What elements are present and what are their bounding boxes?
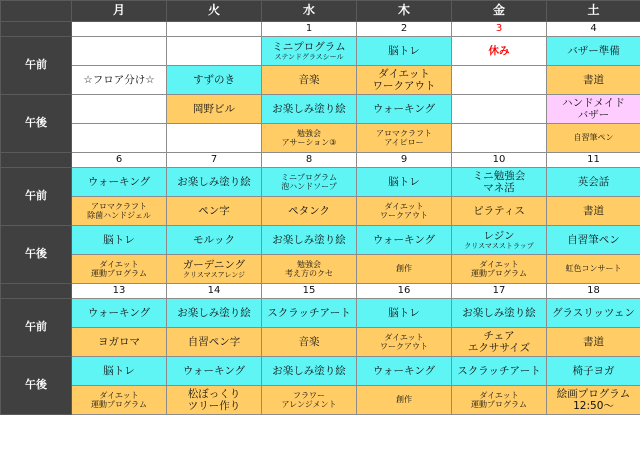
date-cell: 9: [357, 153, 452, 168]
weekday-fri: 金: [452, 1, 547, 22]
event-cell: [357, 299, 452, 328]
event-cell: [262, 255, 357, 284]
event-cell: [452, 95, 547, 124]
event-row: [1, 197, 640, 226]
event-cell: [262, 168, 357, 197]
event-cell: [72, 124, 167, 153]
event-label: お楽しみ塗り絵: [462, 306, 536, 319]
event-cell: [167, 299, 262, 328]
event-label: 松ぼっくり ツリー作り: [187, 387, 241, 412]
weekday-header-row: [1, 1, 640, 22]
event-cell: [167, 226, 262, 255]
event-label: 絵画プログラム 12:50～: [556, 387, 631, 412]
event-cell: [72, 37, 167, 66]
event-row: [1, 299, 640, 328]
event-label: ピラティス: [473, 204, 525, 217]
date-row-side: [1, 22, 72, 37]
event-label: ダイエット 運動プログラム: [91, 390, 147, 409]
event-cell: [357, 357, 452, 386]
event-label: ダイエット ワークアウト: [380, 332, 428, 351]
event-label: ウォーキング: [372, 233, 436, 246]
event-label: すずのき: [192, 73, 236, 86]
event-cell: [452, 66, 547, 95]
period-pm-label: 午後: [1, 95, 72, 153]
event-label: 書道: [583, 204, 604, 217]
event-cell: [357, 168, 452, 197]
event-cell: [452, 328, 547, 357]
event-cell: [262, 197, 357, 226]
event-cell: [262, 328, 357, 357]
event-label: 脳トレ: [388, 175, 420, 188]
event-label: ウォーキング: [87, 306, 151, 319]
date-cell: 10: [452, 153, 547, 168]
event-cell: [72, 95, 167, 124]
event-cell: [167, 66, 262, 95]
event-label: 勉強会 考え方のクセ: [285, 259, 333, 278]
event-cell: [262, 95, 357, 124]
event-label: 書道: [583, 73, 604, 86]
event-cell: [167, 255, 262, 284]
event-label: 椅子ヨガ: [572, 364, 615, 377]
event-cell: [72, 255, 167, 284]
event-label: アロマクラフト アイピロー: [376, 128, 432, 147]
event-cell: [452, 357, 547, 386]
event-label: ウォーキング: [87, 175, 151, 188]
event-label: ハンドメイド バザー: [562, 96, 625, 121]
date-cell: 4: [547, 22, 640, 37]
event-label: お楽しみ塗り絵: [272, 102, 346, 115]
event-label: 岡野ビル: [193, 102, 235, 115]
weekday-sat: 土: [547, 1, 640, 22]
event-label: お楽しみ塗り絵: [272, 233, 346, 246]
period-am-label: 午前: [1, 37, 72, 95]
event-cell: [167, 386, 262, 415]
event-cell: [167, 124, 262, 153]
event-row: [1, 168, 640, 197]
event-row: [1, 226, 640, 255]
date-cell: 2: [357, 22, 452, 37]
event-cell: [357, 124, 452, 153]
event-cell: [547, 66, 640, 95]
event-label: 書道: [583, 335, 604, 348]
event-label: 音楽: [298, 73, 320, 86]
event-cell: [72, 197, 167, 226]
event-label: ウォーキング: [372, 364, 436, 377]
event-cell: [262, 299, 357, 328]
event-label: 自習筆ペン: [573, 133, 614, 143]
event-label: ダイエット ワークアウト: [380, 201, 428, 220]
date-cell: 7: [167, 153, 262, 168]
event-cell: [72, 299, 167, 328]
event-cell: [167, 197, 262, 226]
event-label: 英会話: [577, 175, 610, 188]
event-cell: [452, 255, 547, 284]
event-label: バザー準備: [567, 44, 620, 57]
event-cell: [547, 226, 640, 255]
event-row: [1, 255, 640, 284]
event-row: [1, 66, 640, 95]
event-label: スクラッチアート: [267, 306, 351, 319]
event-cell: [452, 168, 547, 197]
event-cell: [262, 37, 357, 66]
date-cell: [167, 22, 262, 37]
event-label: スクラッチアート: [457, 364, 541, 377]
event-cell: [547, 386, 640, 415]
event-cell: [547, 37, 640, 66]
date-cell: 18: [547, 284, 640, 299]
date-row: [1, 22, 640, 37]
weekday-wed: 水: [262, 1, 357, 22]
event-cell: [167, 168, 262, 197]
event-label: 創作: [396, 395, 412, 405]
event-cell: [357, 37, 452, 66]
event-row: [1, 37, 640, 66]
event-cell: [167, 328, 262, 357]
period-pm-label: 午後: [1, 357, 72, 415]
event-cell: [72, 168, 167, 197]
event-sublabel: ステンドグラスシール: [274, 53, 344, 61]
date-cell: 1: [262, 22, 357, 37]
event-label: ガーデニング: [182, 258, 246, 271]
event-cell: [357, 255, 452, 284]
event-cell: [452, 226, 547, 255]
event-cell: [167, 95, 262, 124]
event-cell: [547, 197, 640, 226]
event-cell: [72, 386, 167, 415]
event-label: 音楽: [298, 335, 320, 348]
event-cell: [547, 255, 640, 284]
event-label: フラワー アレンジメント: [281, 390, 337, 409]
event-label: 脳トレ: [388, 306, 420, 319]
event-cell: [262, 226, 357, 255]
event-cell: [547, 95, 640, 124]
period-am-label: 午前: [1, 299, 72, 357]
event-label: ウォーキング: [182, 364, 246, 377]
event-label: 自習ペン字: [187, 335, 241, 348]
event-cell: [547, 168, 640, 197]
event-cell: [167, 357, 262, 386]
period-pm-label: 午後: [1, 226, 72, 284]
event-label: 自習筆ペン: [567, 233, 620, 246]
date-cell: 16: [357, 284, 452, 299]
event-label: ダイエット ワークアウト: [372, 67, 436, 92]
event-cell: [357, 386, 452, 415]
date-row-side: [1, 284, 72, 299]
event-cell: [452, 37, 547, 66]
event-cell: [452, 386, 547, 415]
event-label: アロマクラフト 除菌ハンドジェル: [87, 201, 151, 220]
event-row: [1, 386, 640, 415]
header-corner: [1, 1, 72, 22]
event-sublabel: クリスマスアレンジ: [182, 271, 246, 279]
event-row: [1, 124, 640, 153]
date-cell: 8: [262, 153, 357, 168]
event-cell: [452, 299, 547, 328]
event-label: ダイエット 運動プログラム: [471, 259, 527, 278]
event-label: ☆フロア分け☆: [83, 73, 155, 86]
event-label: ダイエット 運動プログラム: [91, 259, 147, 278]
event-label: ヨガロマ: [98, 335, 140, 348]
event-cell: [357, 95, 452, 124]
event-label: ミニプログラム: [272, 40, 346, 53]
event-row: [1, 357, 640, 386]
event-cell: [262, 386, 357, 415]
weekday-tue: 火: [167, 1, 262, 22]
weekday-mon: 月: [72, 1, 167, 22]
event-label: 虹色コンサート: [565, 264, 622, 274]
date-row: [1, 284, 640, 299]
event-label: ペン字: [198, 204, 230, 217]
event-cell: [357, 226, 452, 255]
event-label: 休み: [488, 44, 510, 57]
event-label: ウォーキング: [372, 102, 436, 115]
event-cell: [72, 226, 167, 255]
event-row: [1, 95, 640, 124]
event-label: グラスリッツェン: [552, 306, 635, 319]
date-cell: 15: [262, 284, 357, 299]
event-label: ミニ勉強会 マネ活: [472, 169, 526, 194]
event-label: お楽しみ塗り絵: [272, 364, 346, 377]
date-row-side: [1, 153, 72, 168]
period-am-label: 午前: [1, 168, 72, 226]
event-cell: [262, 124, 357, 153]
event-row: [1, 328, 640, 357]
event-cell: [547, 328, 640, 357]
event-cell: [547, 299, 640, 328]
date-cell: 11: [547, 153, 640, 168]
event-cell: [357, 328, 452, 357]
event-cell: [72, 66, 167, 95]
event-label: ペタンク: [288, 204, 330, 217]
event-cell: [72, 357, 167, 386]
event-label: ダイエット 運動プログラム: [471, 390, 527, 409]
event-cell: [262, 357, 357, 386]
event-cell: [547, 357, 640, 386]
event-cell: [167, 37, 262, 66]
event-label: 勉強会 アサーション③: [281, 128, 337, 147]
date-cell: 3: [452, 22, 547, 37]
event-label: モルック: [193, 233, 235, 246]
event-label: チェア エクササイズ: [467, 329, 531, 354]
date-cell: 6: [72, 153, 167, 168]
event-cell: [357, 197, 452, 226]
event-cell: [357, 66, 452, 95]
date-cell: 17: [452, 284, 547, 299]
event-label: お楽しみ塗り絵: [177, 306, 251, 319]
event-cell: [72, 328, 167, 357]
event-label: 脳トレ: [103, 364, 135, 377]
date-row: [1, 153, 640, 168]
date-cell: 14: [167, 284, 262, 299]
event-label: 脳トレ: [388, 44, 420, 57]
event-cell: [452, 197, 547, 226]
event-cell: [262, 66, 357, 95]
event-cell: [452, 124, 547, 153]
event-label: 脳トレ: [103, 233, 135, 246]
weekday-thu: 木: [357, 1, 452, 22]
event-label: お楽しみ塗り絵: [177, 175, 251, 188]
event-label: レジン: [483, 229, 515, 242]
date-cell: [72, 22, 167, 37]
date-cell: 13: [72, 284, 167, 299]
event-label: ミニプログラム 泡ハンドソープ: [281, 172, 337, 191]
event-sublabel: クリスマスストラップ: [464, 242, 534, 250]
event-label: 創作: [396, 264, 412, 274]
event-cell: [547, 124, 640, 153]
